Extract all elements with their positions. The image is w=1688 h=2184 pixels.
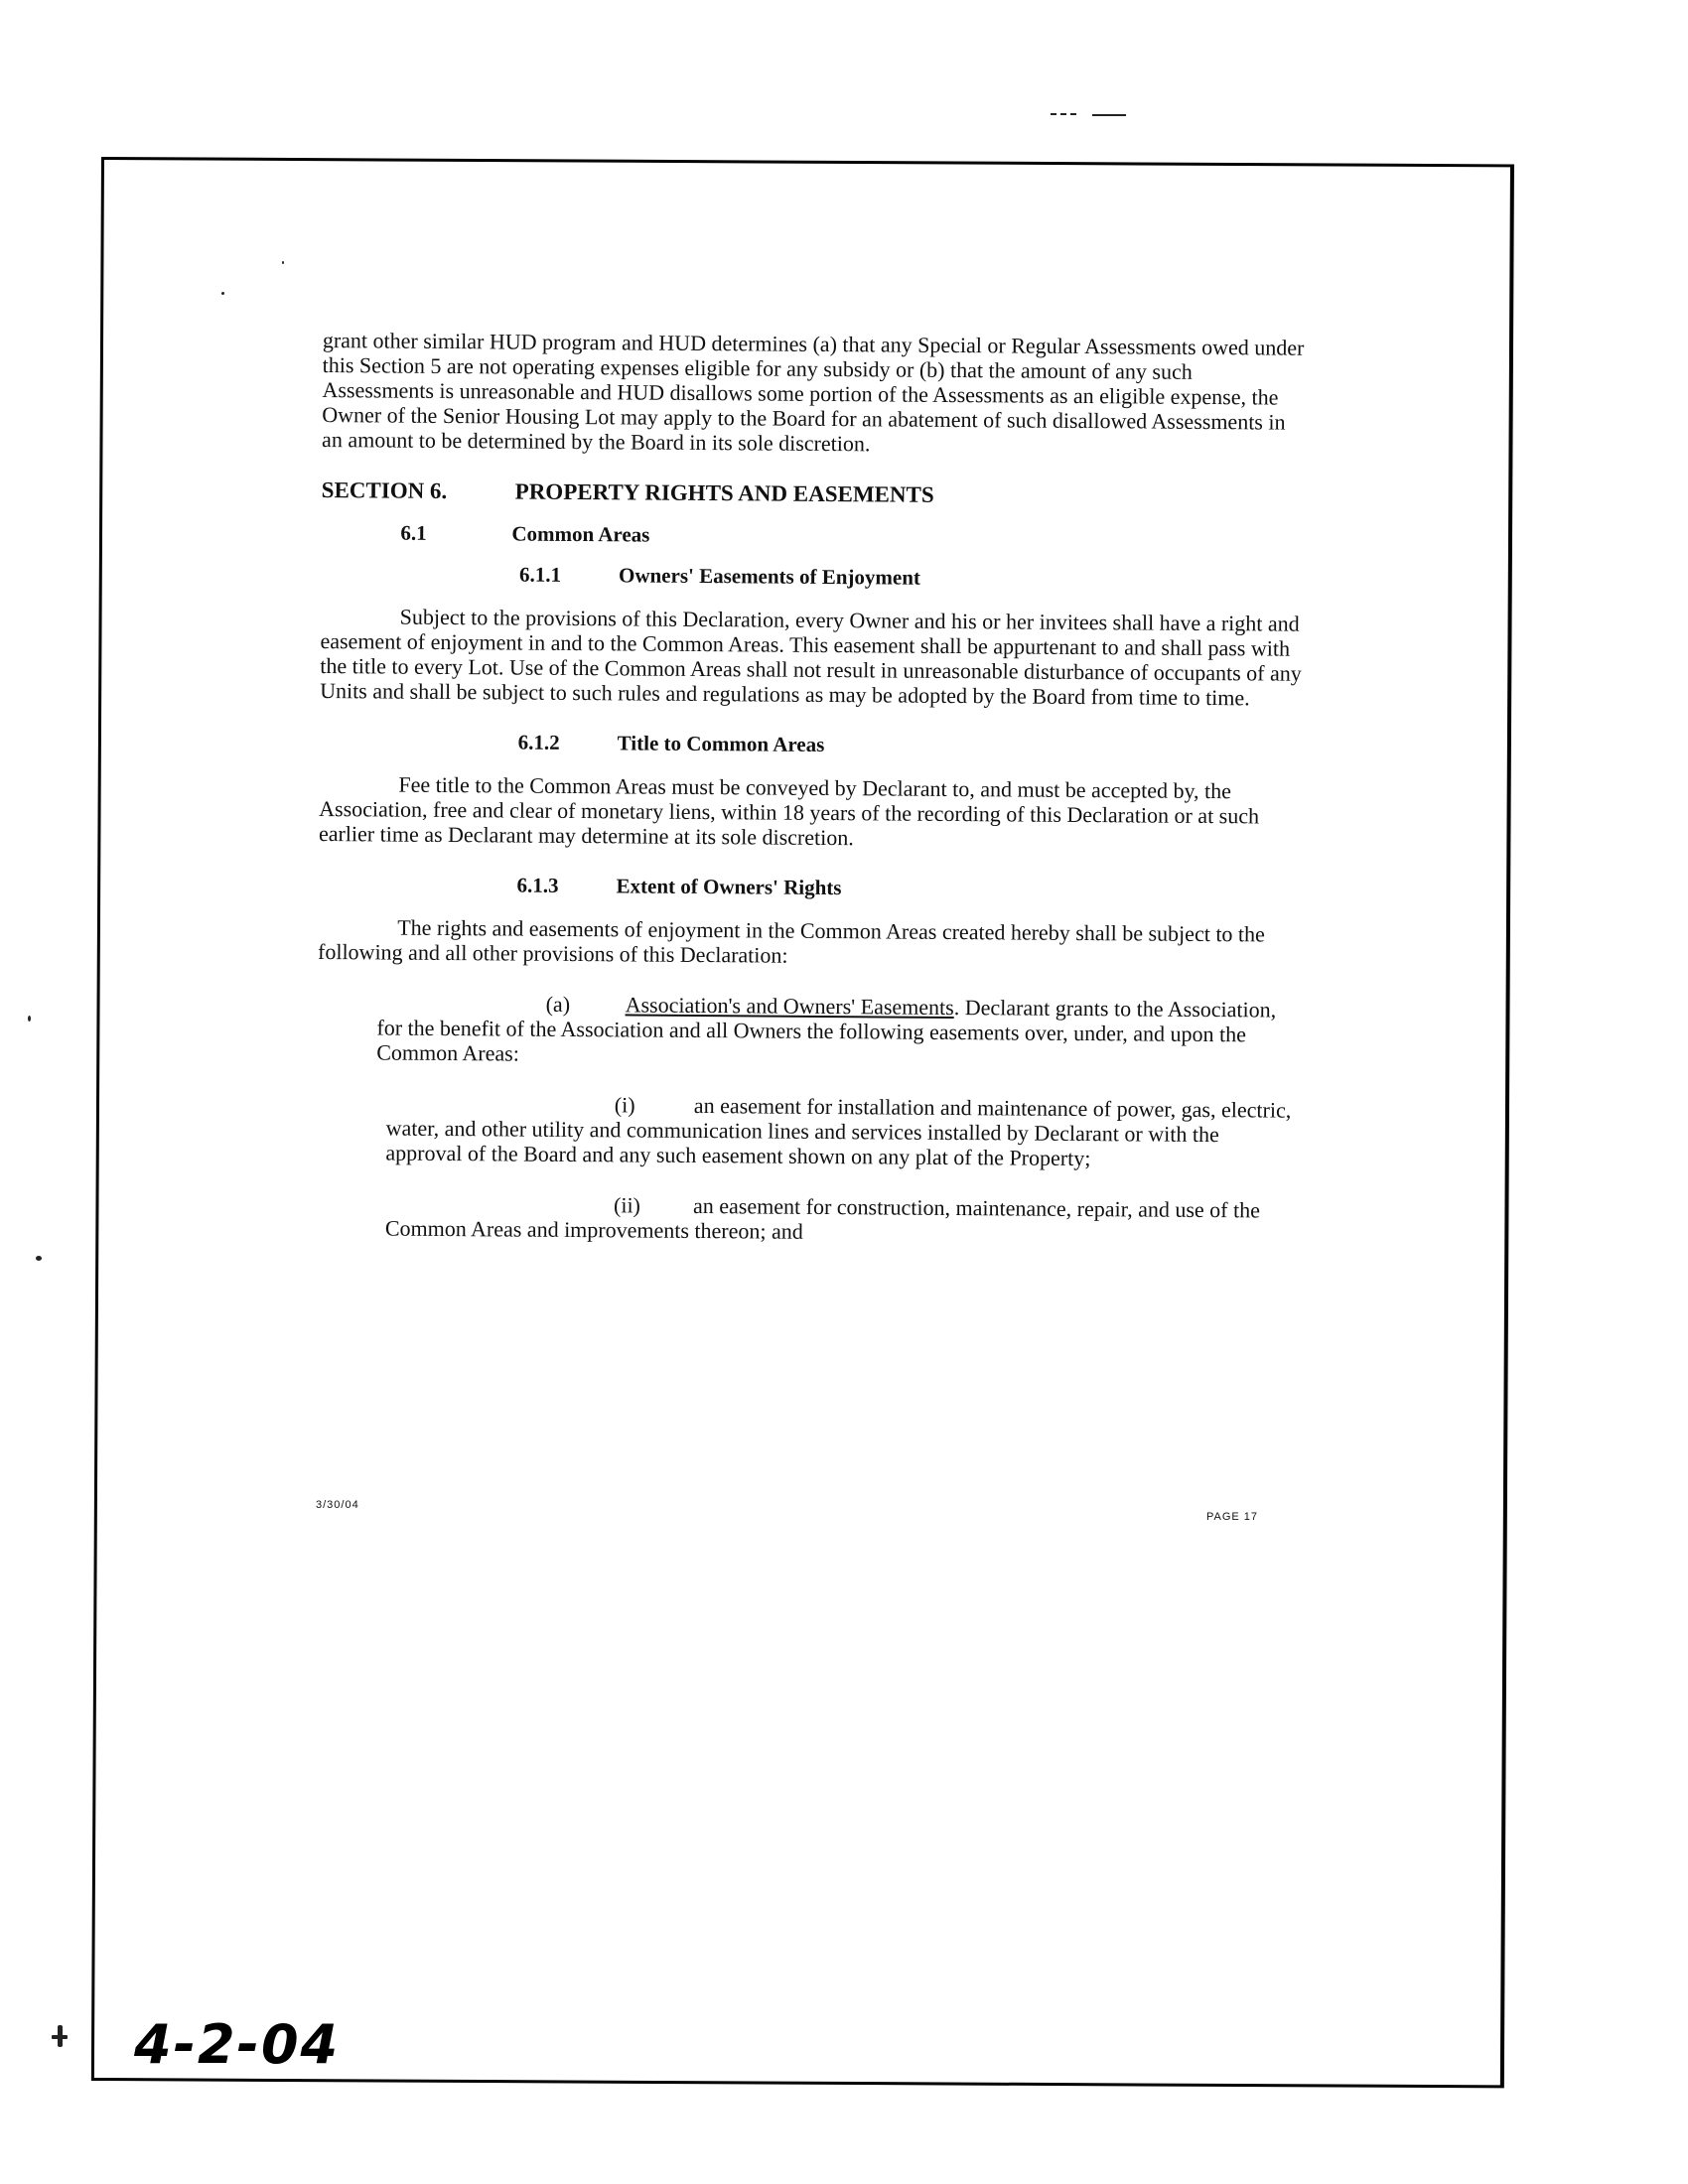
list-item-i — [385, 1091, 1300, 1172]
page-number: PAGE 17 — [1206, 1511, 1259, 1523]
heading-6-1-3 — [516, 874, 1301, 904]
list-item-ii — [385, 1191, 1299, 1248]
item-label: (a) — [545, 991, 571, 1017]
heading-title: Title to Common Areas — [617, 731, 825, 756]
scan-speck — [28, 1016, 31, 1022]
paragraph-6-1-2: Fee title to the Common Areas must be conveyed by Declarant to, and must be accepted by, the Association, free and clear of monetary liens, within 18 years of the recording of this Declaration or at such earlier time as Declarant may determine at its sole discretion. — [318, 771, 1260, 851]
scan-speck — [221, 292, 224, 295]
scan-speck — [52, 2035, 68, 2039]
heading-6-1-1 — [519, 563, 1304, 594]
section-number: SECTION 6. — [321, 477, 448, 503]
handwritten-date: 4-2-04 — [134, 2013, 341, 2076]
heading-number: 6.1.2 — [517, 730, 560, 754]
paragraph-6-1-3: The rights and easements of enjoyment in the Common Areas created hereby shall be subject to the following and all other provisions of this Declaration: — [317, 914, 1265, 968]
heading-title: Owners' Easements of Enjoyment — [618, 563, 921, 590]
section-title: PROPERTY RIGHTS AND EASEMENTS — [514, 478, 934, 507]
scan-speck — [282, 261, 284, 264]
subsection-heading — [400, 521, 1304, 553]
item-label: (ii) — [613, 1192, 641, 1218]
item-text: an easement for construction, maintenance, repair, and use of the Common Areas and improvements thereon; and — [384, 1192, 1261, 1244]
scan-marks-top — [1051, 111, 1130, 117]
subsection-number: 6.1 — [400, 520, 427, 545]
heading-title: Extent of Owners' Rights — [616, 874, 842, 900]
item-heading: Association's and Owners' Easements — [625, 992, 954, 1021]
item-text: an easement for installation and maintenance of power, gas, electric, water, and other utility and communication lines and services installed by Declarant or with the approval of the Board and any such easement shown on any plat of the Property; — [385, 1092, 1292, 1171]
intro-paragraph: grant other similar HUD program and HUD determines (a) that any Special or Regular Assessments owed under this Section 5 are not operating expenses eligible for any subsidy or (b) that the amount of any such Assessments is unreasonable and HUD disallows some portion of the Assessments as an eligible expense, the Owner of the Senior Housing Lot may apply to the Board for an abatement of such disallowed Assessments in an amount to be determined by the Board in its sole discretion. — [322, 328, 1305, 457]
document-body — [316, 328, 1306, 1274]
section-heading — [322, 478, 1305, 510]
subsection-title: Common Areas — [511, 521, 650, 547]
item-text: . Declarant grants to the Association, for the benefit of the Association and all Owners the following easements over, under, and upon the Common Areas: — [376, 995, 1277, 1066]
footer-date-code: 3/30/04 — [316, 1499, 359, 1511]
heading-number: 6.1.1 — [518, 562, 562, 587]
heading-6-1-2 — [518, 731, 1303, 761]
list-item-a — [376, 990, 1301, 1071]
heading-number: 6.1.3 — [516, 873, 559, 897]
item-label: (i) — [614, 1092, 635, 1118]
scan-speck — [36, 1256, 42, 1261]
paragraph-6-1-1: Subject to the provisions of this Declaration, every Owner and his or her invitees shall have a right and easement of enjoyment in and to the Common Areas. This easement shall be appurtenant to and shall pass with the title to every Lot. Use of the Common Areas shall not result in unreasonable disturbance of occupants of any Units and shall be subject to such rules and regulations as may be adopted by the Board from time to time. — [320, 604, 1302, 711]
